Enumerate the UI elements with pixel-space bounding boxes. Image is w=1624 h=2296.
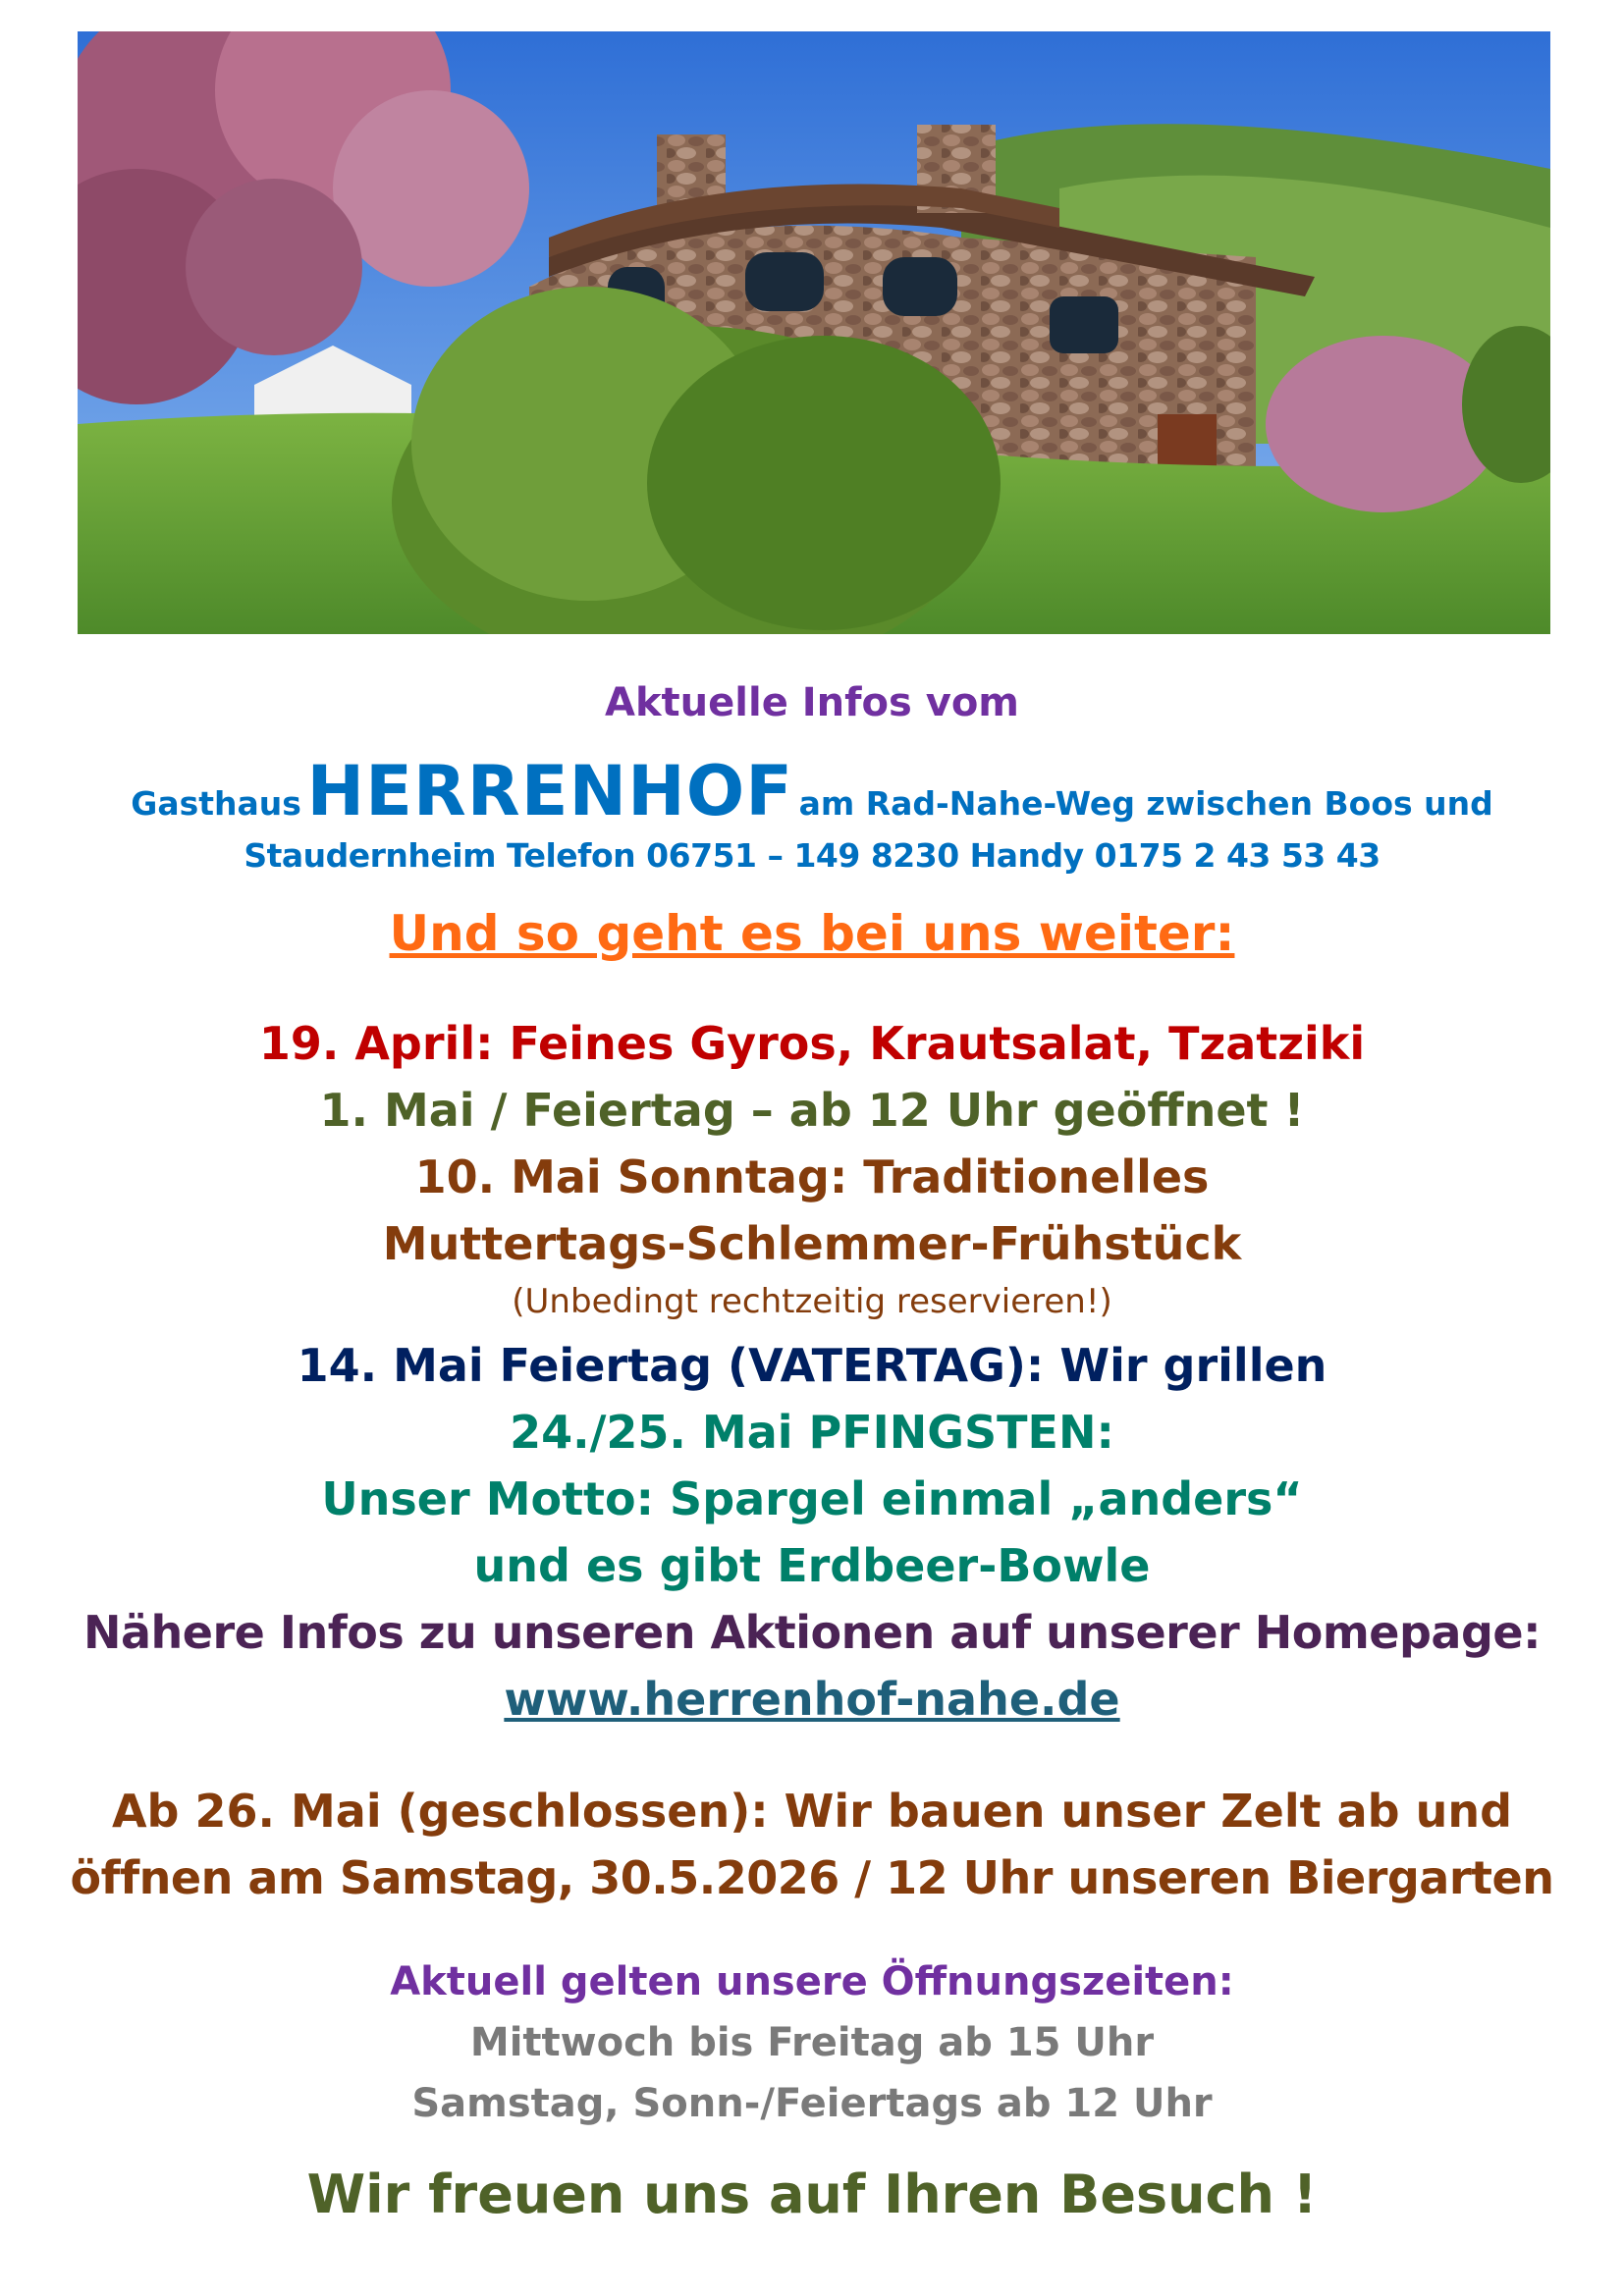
event-may-first: 1. Mai / Feiertag – ab 12 Uhr geöffnet ! bbox=[319, 1084, 1305, 1137]
reservation-note: (Unbedingt rechtzeitig reservieren!) bbox=[512, 1282, 1112, 1321]
opening-hours-weekend: Samstag, Sonn-/Feiertags ab 12 Uhr bbox=[411, 2081, 1213, 2126]
contact-info: Staudernheim Telefon 06751 – 149 8230 Handy 0175 2 43 53 43 bbox=[244, 836, 1380, 875]
guesthouse-photo-illustration bbox=[78, 31, 1550, 634]
guesthouse-name: HERRENHOF bbox=[306, 751, 794, 831]
guesthouse-title-line bbox=[0, 751, 1624, 831]
event-strawberry-bowle: und es gibt Erdbeer-Bowle bbox=[473, 1539, 1151, 1592]
page-subtitle: Und so geht es bei uns weiter: bbox=[389, 905, 1235, 962]
event-gyros: 19. April: Feines Gyros, Krautsalat, Tzatziki bbox=[258, 1017, 1366, 1070]
closure-line-1: Ab 26. Mai (geschlossen): Wir bauen unser Zelt ab und bbox=[111, 1785, 1513, 1838]
homepage-link[interactable]: www.herrenhof-nahe.de bbox=[504, 1673, 1120, 1726]
intro-text: Aktuelle Infos vom bbox=[605, 680, 1019, 725]
homepage-link-row bbox=[0, 1673, 1624, 1726]
closure-line-2: öffnen am Samstag, 30.5.2026 / 12 Uhr unseren Biergarten bbox=[70, 1851, 1554, 1904]
event-mothers-day-1: 10. Mai Sonntag: Traditionelles bbox=[414, 1150, 1210, 1203]
closing-greeting: Wir freuen uns auf Ihren Besuch ! bbox=[306, 2163, 1318, 2225]
event-fathers-day: 14. Mai Feiertag (VATERTAG): Wir grillen bbox=[297, 1339, 1327, 1392]
location-text: am Rad-Nahe-Weg zwischen Boos und bbox=[798, 784, 1493, 823]
header-photo-guesthouse bbox=[78, 31, 1550, 634]
homepage-info: Nähere Infos zu unseren Aktionen auf unserer Homepage: bbox=[83, 1606, 1541, 1659]
event-pentecost: 24./25. Mai PFINGSTEN: bbox=[510, 1406, 1114, 1459]
opening-hours-heading: Aktuell gelten unsere Öffnungszeiten: bbox=[390, 1959, 1234, 2004]
event-mothers-day-2: Muttertags-Schlemmer-Frühstück bbox=[382, 1217, 1242, 1270]
opening-hours-weekdays: Mittwoch bis Freitag ab 15 Uhr bbox=[469, 2020, 1155, 2065]
event-motto: Unser Motto: Spargel einmal „anders“ bbox=[321, 1472, 1303, 1525]
gasthaus-label: Gasthaus bbox=[131, 784, 301, 823]
